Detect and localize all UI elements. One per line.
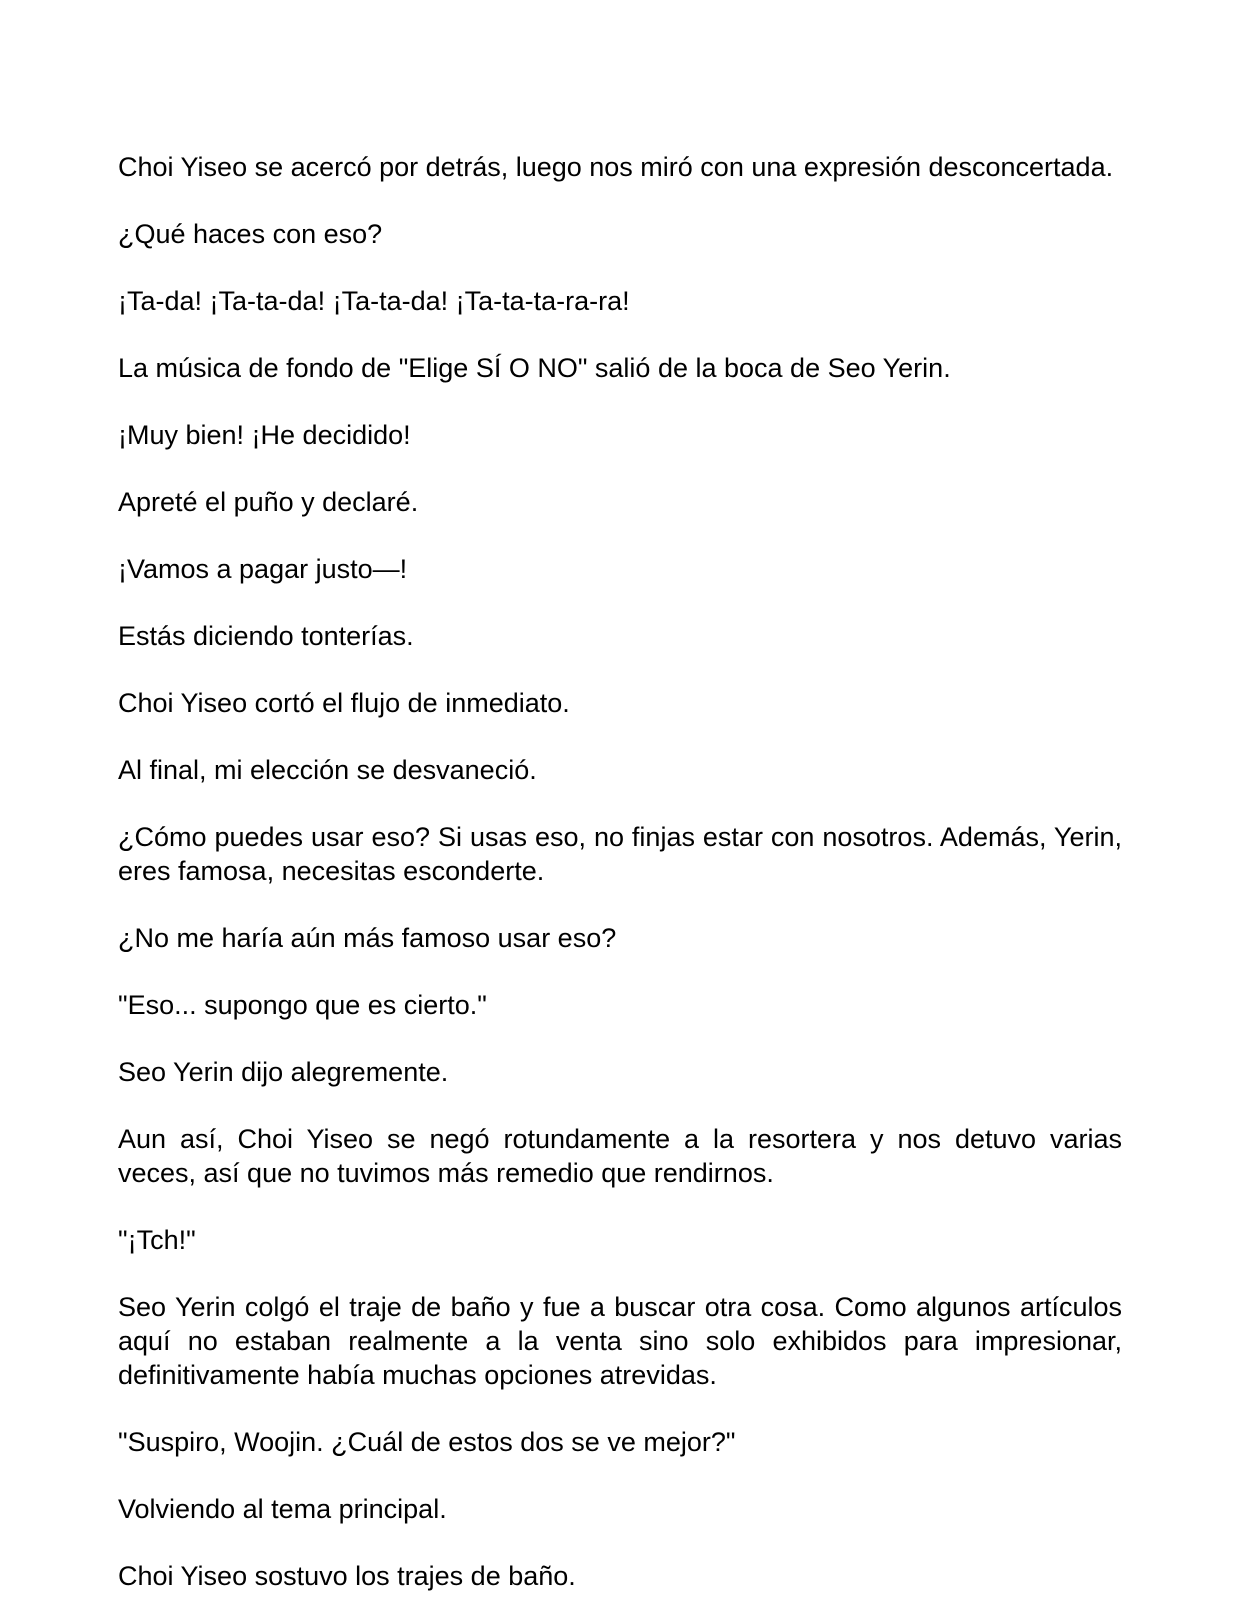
paragraph: Seo Yerin colgó el traje de baño y fue a buscar otra cosa. Como algunos artículos aquí no estaban realmente a la venta sino solo exhibidos para impresionar, definitivamente había muchas opciones atrevidas. [118,1292,1122,1390]
paragraph: Al final, mi elección se desvaneció. [118,755,537,785]
paragraph: ¡Muy bien! ¡He decidido! [118,420,411,450]
paragraph: "Eso... supongo que es cierto." [118,990,487,1020]
paragraph: ¡Ta-da! ¡Ta-ta-da! ¡Ta-ta-da! ¡Ta-ta-ta-ra-ra! [118,286,630,316]
paragraph: ¿Cómo puedes usar eso? Si usas eso, no finjas estar con nosotros. Además, Yerin, eres famosa, necesitas esconderte. [118,822,1122,886]
paragraph: ¡Vamos a pagar justo—! [118,554,408,584]
paragraph: Volviendo al tema principal. [118,1494,447,1524]
paragraph: La música de fondo de "Elige SÍ O NO" salió de la boca de Seo Yerin. [118,353,951,383]
paragraph: Seo Yerin dijo alegremente. [118,1057,449,1087]
paragraph: Aun así, Choi Yiseo se negó rotundamente a la resortera y nos detuvo varias veces, así que no tuvimos más remedio que rendirnos. [118,1124,1122,1188]
paragraph: Choi Yiseo sostuvo los trajes de baño. [118,1561,576,1591]
paragraph: ¿Qué haces con eso? [118,219,383,249]
paragraph: "¡Tch!" [118,1225,196,1255]
paragraph: ¿No me haría aún más famoso usar eso? [118,923,617,953]
document-body [118,150,1122,1620]
paragraph: Apreté el puño y declaré. [118,487,419,517]
paragraph: "Suspiro, Woojin. ¿Cuál de estos dos se ve mejor?" [118,1427,736,1457]
paragraph: Estás diciendo tonterías. [118,621,414,651]
paragraph: Choi Yiseo cortó el flujo de inmediato. [118,688,570,718]
paragraph: Choi Yiseo se acercó por detrás, luego nos miró con una expresión desconcertada. [118,152,1114,182]
